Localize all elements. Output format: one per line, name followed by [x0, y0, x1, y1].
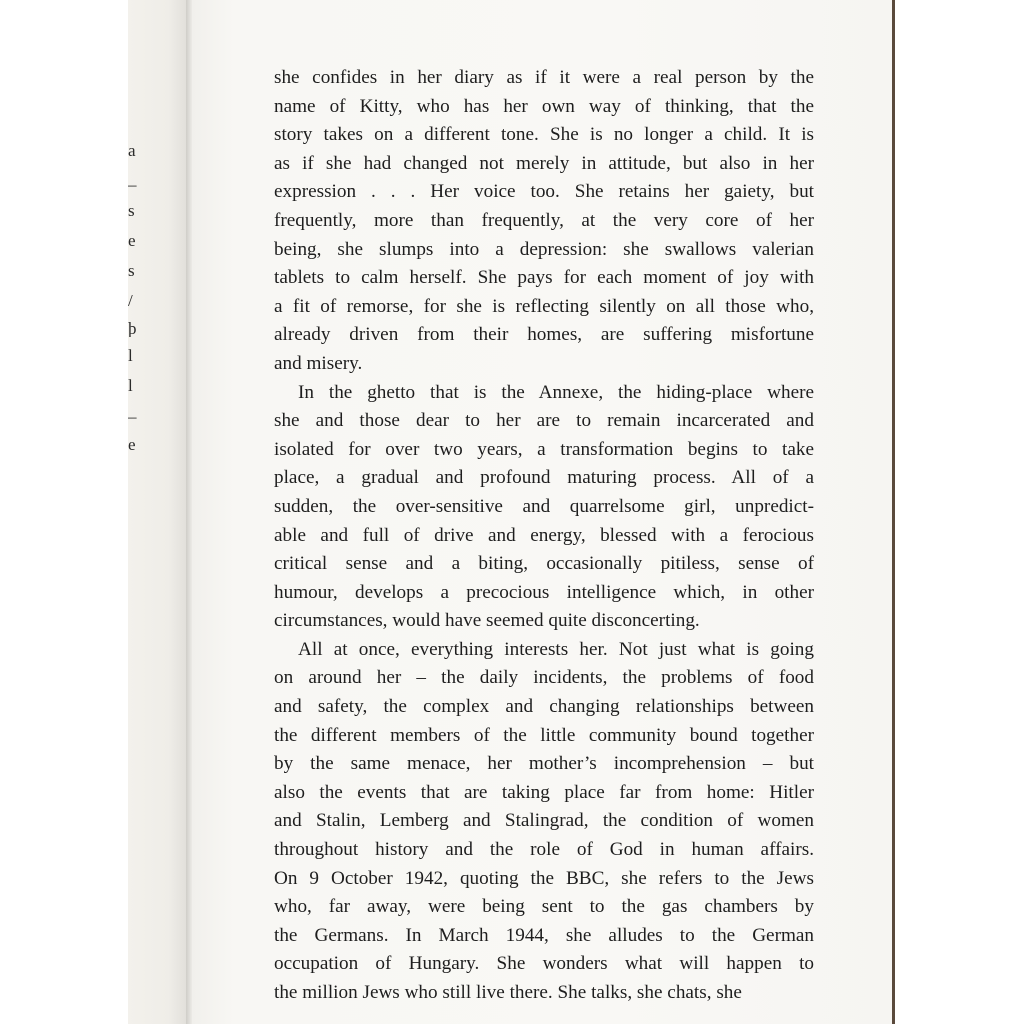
left-page-fragment: s — [128, 262, 135, 279]
text-line: the Germans. In March 1944, she alludes to the German — [274, 924, 814, 946]
text-line: expression . . . Her voice too. She retains her gaiety, but — [274, 181, 814, 203]
text-line: story takes on a different tone. She is no longer a child. It is — [274, 124, 814, 146]
text-line: the different members of the little community bound together — [274, 724, 814, 746]
text-line: also the events that are taking place far from home: Hitler — [274, 781, 814, 803]
text-line: the million Jews who still live there. She talks, she chats, she — [274, 982, 742, 1003]
text-line: name of Kitty, who has her own way of thinking, that the — [274, 95, 814, 117]
text-line: isolated for over two years, a transformation begins to take — [274, 438, 814, 460]
text-line: and misery. — [274, 352, 363, 374]
text-line: she and those dear to her are to remain incarcerated and — [274, 410, 814, 432]
text-line: by the same menace, her mother’s incomprehension – but — [274, 753, 814, 775]
left-page-fragment: a — [128, 142, 136, 159]
text-line: critical sense and a biting, occasionally pitiless, sense of — [274, 553, 814, 575]
text-line: tablets to calm herself. She pays for each moment of joy with — [274, 267, 814, 289]
left-page-fragment: l — [128, 377, 133, 394]
left-page-fragment: – — [128, 408, 137, 425]
text-line: being, she slumps into a depression: she swallows valerian — [274, 238, 814, 260]
text-line: she confides in her diary as if it were a real person by the — [274, 67, 814, 88]
text-line: who, far away, were being sent to the gas chambers by — [274, 896, 814, 918]
text-line: circumstances, would have seemed quite disconcerting. — [274, 610, 700, 632]
text-line: All at once, everything interests her. Not just what is going — [298, 638, 814, 660]
text-line: able and full of drive and energy, blessed with a ferocious — [274, 524, 814, 546]
paragraph — [274, 636, 814, 1008]
text-line: occupation of Hungary. She wonders what will happen to — [274, 953, 814, 975]
left-page-fragment: e — [128, 232, 136, 249]
text-line: as if she had changed not merely in attitude, but also in her — [274, 152, 814, 174]
text-line: already driven from their homes, are suffering misfortune — [274, 324, 814, 346]
page-body-text — [274, 64, 814, 1008]
left-page-edge — [128, 0, 186, 1024]
text-line: a fit of remorse, for she is reflecting silently on all those who, — [274, 295, 814, 317]
text-line: and Stalin, Lemberg and Stalingrad, the condition of women — [274, 810, 814, 832]
paragraph — [274, 379, 814, 636]
left-page-fragment: l — [128, 347, 133, 364]
left-page-fragment: s — [128, 202, 135, 219]
text-line: and safety, the complex and changing relationships between — [274, 696, 814, 718]
text-line: throughout history and the role of God in human affairs. — [274, 839, 814, 861]
text-line: on around her – the daily incidents, the problems of food — [274, 667, 814, 689]
text-line: In the ghetto that is the Annexe, the hiding-place where — [298, 381, 814, 403]
text-line: frequently, more than frequently, at the very core of her — [274, 209, 814, 231]
left-page-fragment: – — [128, 176, 137, 193]
text-line: sudden, the over-sensitive and quarrelsome girl, unpredict- — [274, 495, 814, 517]
left-page-fragment: e — [128, 436, 136, 453]
right-page — [192, 0, 892, 1024]
left-page-fragment: / — [128, 292, 133, 309]
text-line: place, a gradual and profound maturing process. All of a — [274, 467, 814, 489]
left-page-fragment: þ — [128, 320, 137, 337]
paragraph — [274, 64, 814, 379]
text-line: On 9 October 1942, quoting the BBC, she refers to the Jews — [274, 867, 814, 889]
page-edge — [892, 0, 895, 1024]
text-line: humour, develops a precocious intelligence which, in other — [274, 581, 814, 603]
